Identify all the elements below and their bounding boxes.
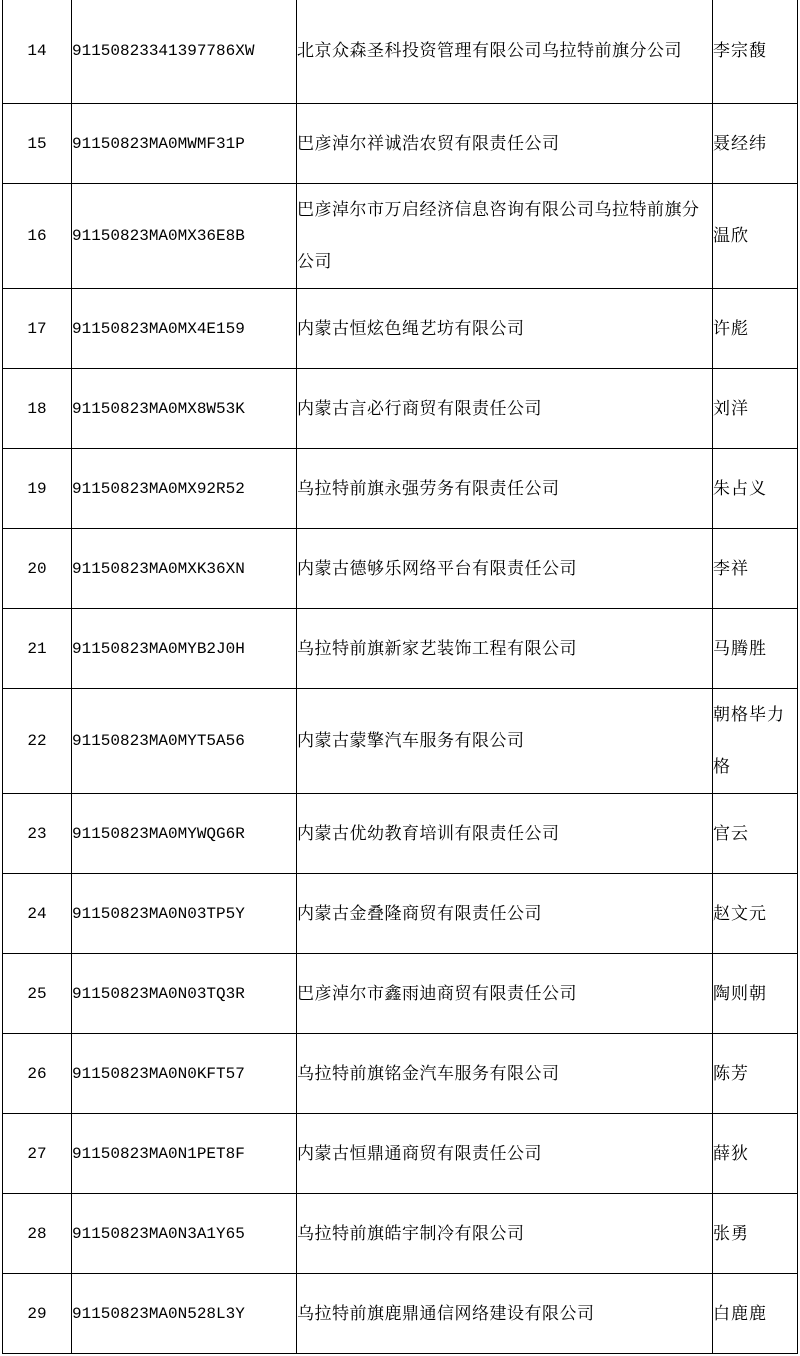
legal-representative: 朱占义	[713, 449, 798, 529]
table-row	[3, 369, 798, 449]
legal-representative: 白鹿鹿	[713, 1274, 798, 1354]
credit-code: 91150823MA0N0KFT57	[72, 1034, 297, 1114]
credit-code: 91150823MA0MX8W53K	[72, 369, 297, 449]
table-row	[3, 1274, 798, 1354]
row-number: 15	[3, 104, 72, 184]
row-number: 20	[3, 529, 72, 609]
credit-code: 91150823MA0MX4E159	[72, 289, 297, 369]
legal-representative: 李祥	[713, 529, 798, 609]
company-name: 巴彦淖尔祥诚浩农贸有限责任公司	[297, 104, 713, 184]
credit-code: 91150823MA0MYB2J0H	[72, 609, 297, 689]
row-number: 28	[3, 1194, 72, 1274]
credit-code: 91150823MA0MYT5A56	[72, 689, 297, 794]
table-row	[3, 0, 798, 104]
table-row	[3, 689, 798, 794]
company-name: 乌拉特前旗鹿鼎通信网络建设有限公司	[297, 1274, 713, 1354]
table-row	[3, 529, 798, 609]
credit-code: 91150823MA0N528L3Y	[72, 1274, 297, 1354]
table-row	[3, 609, 798, 689]
credit-code: 91150823MA0MXK36XN	[72, 529, 297, 609]
company-name: 内蒙古优幼教育培训有限责任公司	[297, 794, 713, 874]
credit-code: 91150823MA0N03TP5Y	[72, 874, 297, 954]
table-row	[3, 1114, 798, 1194]
company-name: 内蒙古恒鼎通商贸有限责任公司	[297, 1114, 713, 1194]
credit-code: 91150823MA0N03TQ3R	[72, 954, 297, 1034]
row-number: 16	[3, 184, 72, 289]
company-name: 内蒙古德够乐网络平台有限责任公司	[297, 529, 713, 609]
row-number: 26	[3, 1034, 72, 1114]
legal-representative: 聂经纬	[713, 104, 798, 184]
row-number: 27	[3, 1114, 72, 1194]
row-number: 29	[3, 1274, 72, 1354]
row-number: 21	[3, 609, 72, 689]
credit-code: 91150823341397786XW	[72, 0, 297, 104]
company-name: 内蒙古言必行商贸有限责任公司	[297, 369, 713, 449]
company-name: 内蒙古金叠隆商贸有限责任公司	[297, 874, 713, 954]
legal-representative: 许彪	[713, 289, 798, 369]
credit-code: 91150823MA0MX92R52	[72, 449, 297, 529]
legal-representative: 刘洋	[713, 369, 798, 449]
company-name: 乌拉特前旗新家艺装饰工程有限公司	[297, 609, 713, 689]
legal-representative: 薛狄	[713, 1114, 798, 1194]
company-registry-table	[2, 0, 798, 1354]
legal-representative: 陶则朝	[713, 954, 798, 1034]
company-name: 乌拉特前旗永强劳务有限责任公司	[297, 449, 713, 529]
company-name: 乌拉特前旗铭金汽车服务有限公司	[297, 1034, 713, 1114]
row-number: 17	[3, 289, 72, 369]
legal-representative: 官云	[713, 794, 798, 874]
table-row	[3, 1034, 798, 1114]
legal-representative: 马腾胜	[713, 609, 798, 689]
company-name: 内蒙古蒙擎汽车服务有限公司	[297, 689, 713, 794]
table-row	[3, 954, 798, 1034]
credit-code: 91150823MA0MX36E8B	[72, 184, 297, 289]
credit-code: 91150823MA0N1PET8F	[72, 1114, 297, 1194]
company-name: 内蒙古恒炫色绳艺坊有限公司	[297, 289, 713, 369]
company-name: 巴彦淖尔市万启经济信息咨询有限公司乌拉特前旗分公司	[297, 184, 713, 289]
table-row	[3, 874, 798, 954]
company-name: 巴彦淖尔市鑫雨迪商贸有限责任公司	[297, 954, 713, 1034]
table-row	[3, 289, 798, 369]
row-number: 18	[3, 369, 72, 449]
company-name: 北京众森圣科投资管理有限公司乌拉特前旗分公司	[297, 0, 713, 104]
row-number: 23	[3, 794, 72, 874]
table-row	[3, 184, 798, 289]
legal-representative: 赵文元	[713, 874, 798, 954]
row-number: 24	[3, 874, 72, 954]
company-name: 乌拉特前旗皓宇制冷有限公司	[297, 1194, 713, 1274]
legal-representative: 温欣	[713, 184, 798, 289]
table-row	[3, 449, 798, 529]
row-number: 25	[3, 954, 72, 1034]
table-row	[3, 1194, 798, 1274]
legal-representative: 张勇	[713, 1194, 798, 1274]
row-number: 22	[3, 689, 72, 794]
credit-code: 91150823MA0N3A1Y65	[72, 1194, 297, 1274]
table-row	[3, 104, 798, 184]
legal-representative: 李宗馥	[713, 0, 798, 104]
legal-representative: 陈芳	[713, 1034, 798, 1114]
row-number: 19	[3, 449, 72, 529]
row-number: 14	[3, 0, 72, 104]
legal-representative: 朝格毕力格	[713, 689, 798, 794]
credit-code: 91150823MA0MYWQG6R	[72, 794, 297, 874]
table-row	[3, 794, 798, 874]
credit-code: 91150823MA0MWMF31P	[72, 104, 297, 184]
